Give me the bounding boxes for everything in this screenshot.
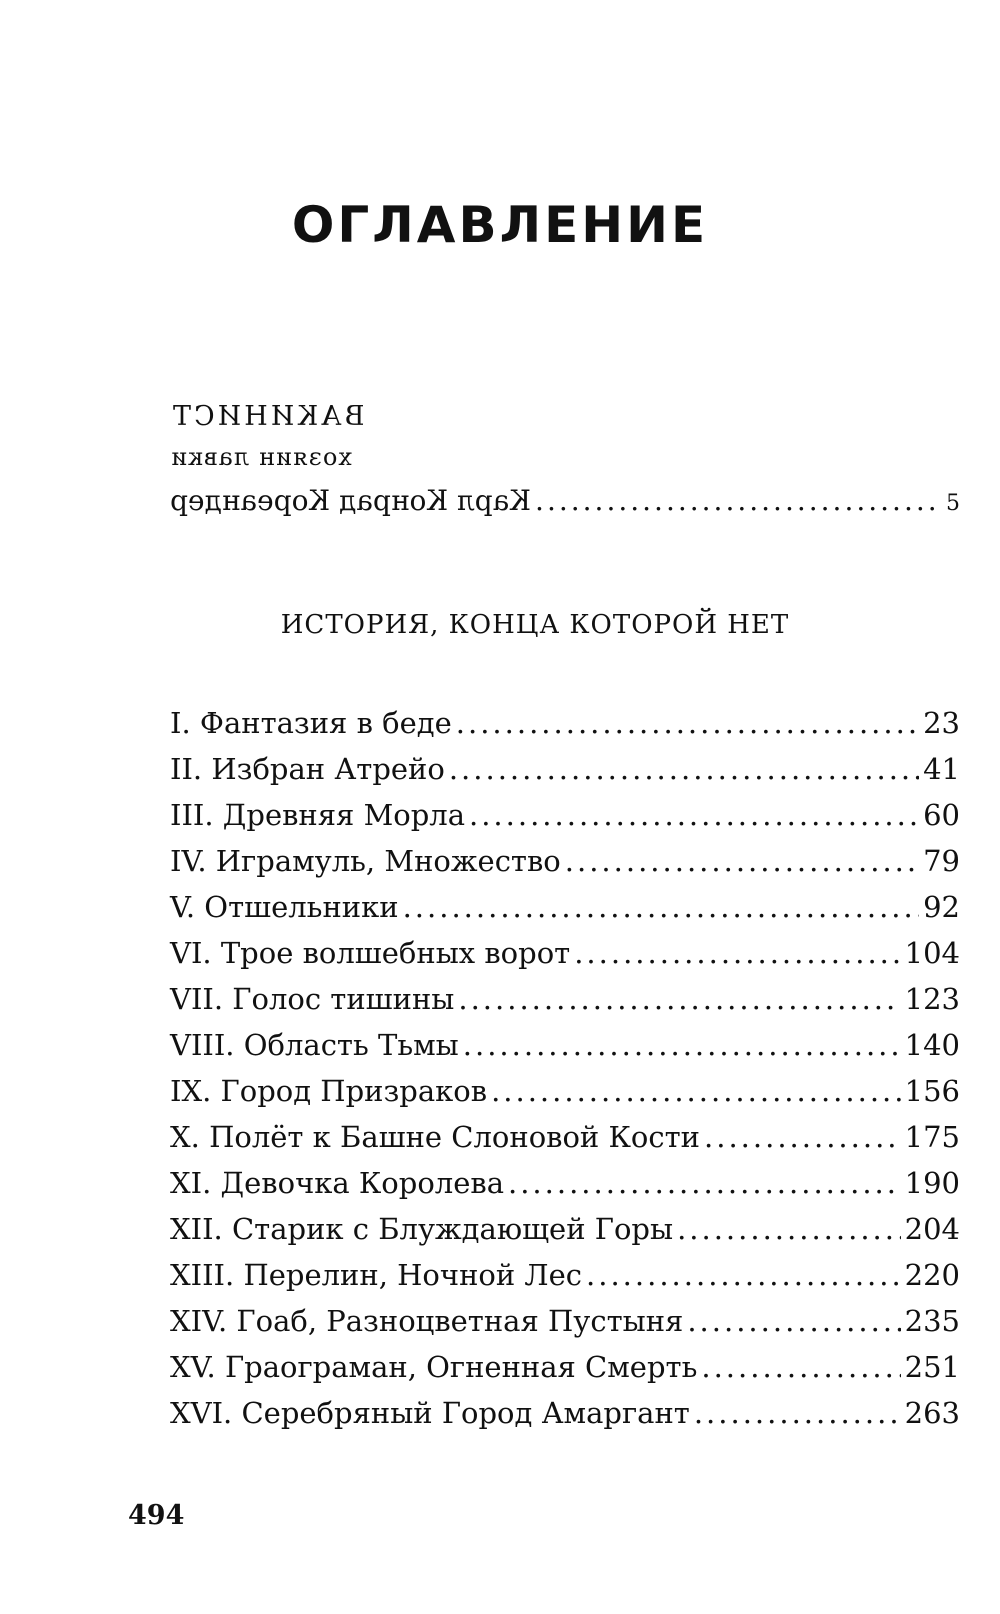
toc-entry[interactable] [170,884,960,930]
chapter-page: 60 [923,798,960,832]
chapter-page: 156 [904,1074,960,1108]
chapter-page: 204 [904,1212,960,1246]
prologue-entry-title: Карл Конрад Кореандер [170,484,532,517]
prologue-entry-page: 5 [946,491,960,516]
dot-leader [694,1390,901,1436]
page-title: ОГЛАВЛЕНИЕ [291,196,709,254]
chapter-title: XV. Граограман, Огненная Смерть [170,1350,698,1384]
toc-entry[interactable] [170,700,960,746]
chapter-title: III. Древняя Морла [170,798,465,832]
chapter-title: XII. Старик с Блуждающей Горы [170,1212,674,1246]
section-title: ИСТОРИЯ, КОНЦА КОТОРОЙ НЕТ [280,610,790,640]
chapter-title: IV. Играмуль, Множество [170,844,561,878]
chapter-title: VI. Трое волшебных ворот [170,936,571,970]
dot-leader [574,930,900,976]
chapter-page: 190 [904,1166,960,1200]
chapter-page: 123 [904,982,960,1016]
dot-leader [687,1298,900,1344]
dot-leader [701,1344,900,1390]
dot-leader [704,1114,901,1160]
chapter-page: 251 [904,1350,960,1384]
chapter-title: XI. Девочка Королева [170,1166,504,1200]
chapter-page: 140 [904,1028,960,1062]
dot-leader [535,484,942,517]
chapter-title: XVI. Серебряный Город Амаргант [170,1396,690,1430]
dot-leader [677,1206,901,1252]
chapter-title: V. Отшельники [170,890,399,924]
chapter-page: 41 [923,752,960,786]
toc-entry[interactable] [170,746,960,792]
dot-leader [565,838,919,884]
dot-leader [463,1022,901,1068]
toc-entry[interactable] [170,1022,960,1068]
chapter-page: 175 [904,1120,960,1154]
dot-leader [491,1068,901,1114]
prologue-heading-line [170,398,960,438]
page-number: 494 [128,1500,185,1531]
prologue-heading: ВАКИНИСТ [170,401,365,432]
chapter-title: VIII. Область Тьмы [170,1028,459,1062]
toc-entry[interactable] [170,1344,960,1390]
chapter-title: X. Полёт к Башне Слоновой Кости [170,1120,701,1154]
toc-entry[interactable] [170,976,960,1022]
prologue-toc-entry[interactable] [170,484,960,517]
chapter-title: IX. Город Призраков [170,1074,488,1108]
toc-entry[interactable] [170,1252,960,1298]
chapter-page: 79 [923,844,960,878]
chapter-page: 23 [923,706,960,740]
toc-entry[interactable] [170,1390,960,1436]
prologue-block [170,398,960,517]
dot-leader [469,792,919,838]
chapter-page: 263 [904,1396,960,1430]
dot-leader [403,884,920,930]
chapter-page: 220 [904,1258,960,1292]
chapter-list [170,700,960,1436]
chapter-page: 104 [904,936,960,970]
dot-leader [456,700,919,746]
toc-entry[interactable] [170,930,960,976]
prologue-subheading-line [170,438,960,478]
toc-entry[interactable] [170,1206,960,1252]
dot-leader [508,1160,901,1206]
dot-leader [458,976,900,1022]
toc-entry[interactable] [170,1160,960,1206]
chapter-title: XIV. Гоаб, Разноцветная Пустыня [170,1304,684,1338]
dot-leader [586,1252,901,1298]
chapter-page: 235 [904,1304,960,1338]
chapter-page: 92 [923,890,960,924]
chapter-title: I. Фантазия в беде [170,706,452,740]
prologue-subheading: хозяин лавки [170,443,352,471]
chapter-title: XIII. Перелин, Ночной Лес [170,1258,583,1292]
dot-leader [449,746,919,792]
toc-entry[interactable] [170,838,960,884]
toc-entry[interactable] [170,1298,960,1344]
chapter-title: VII. Голос тишины [170,982,455,1016]
toc-entry[interactable] [170,1114,960,1160]
toc-entry[interactable] [170,792,960,838]
toc-entry[interactable] [170,1068,960,1114]
chapter-title: II. Избран Атрейо [170,752,445,786]
